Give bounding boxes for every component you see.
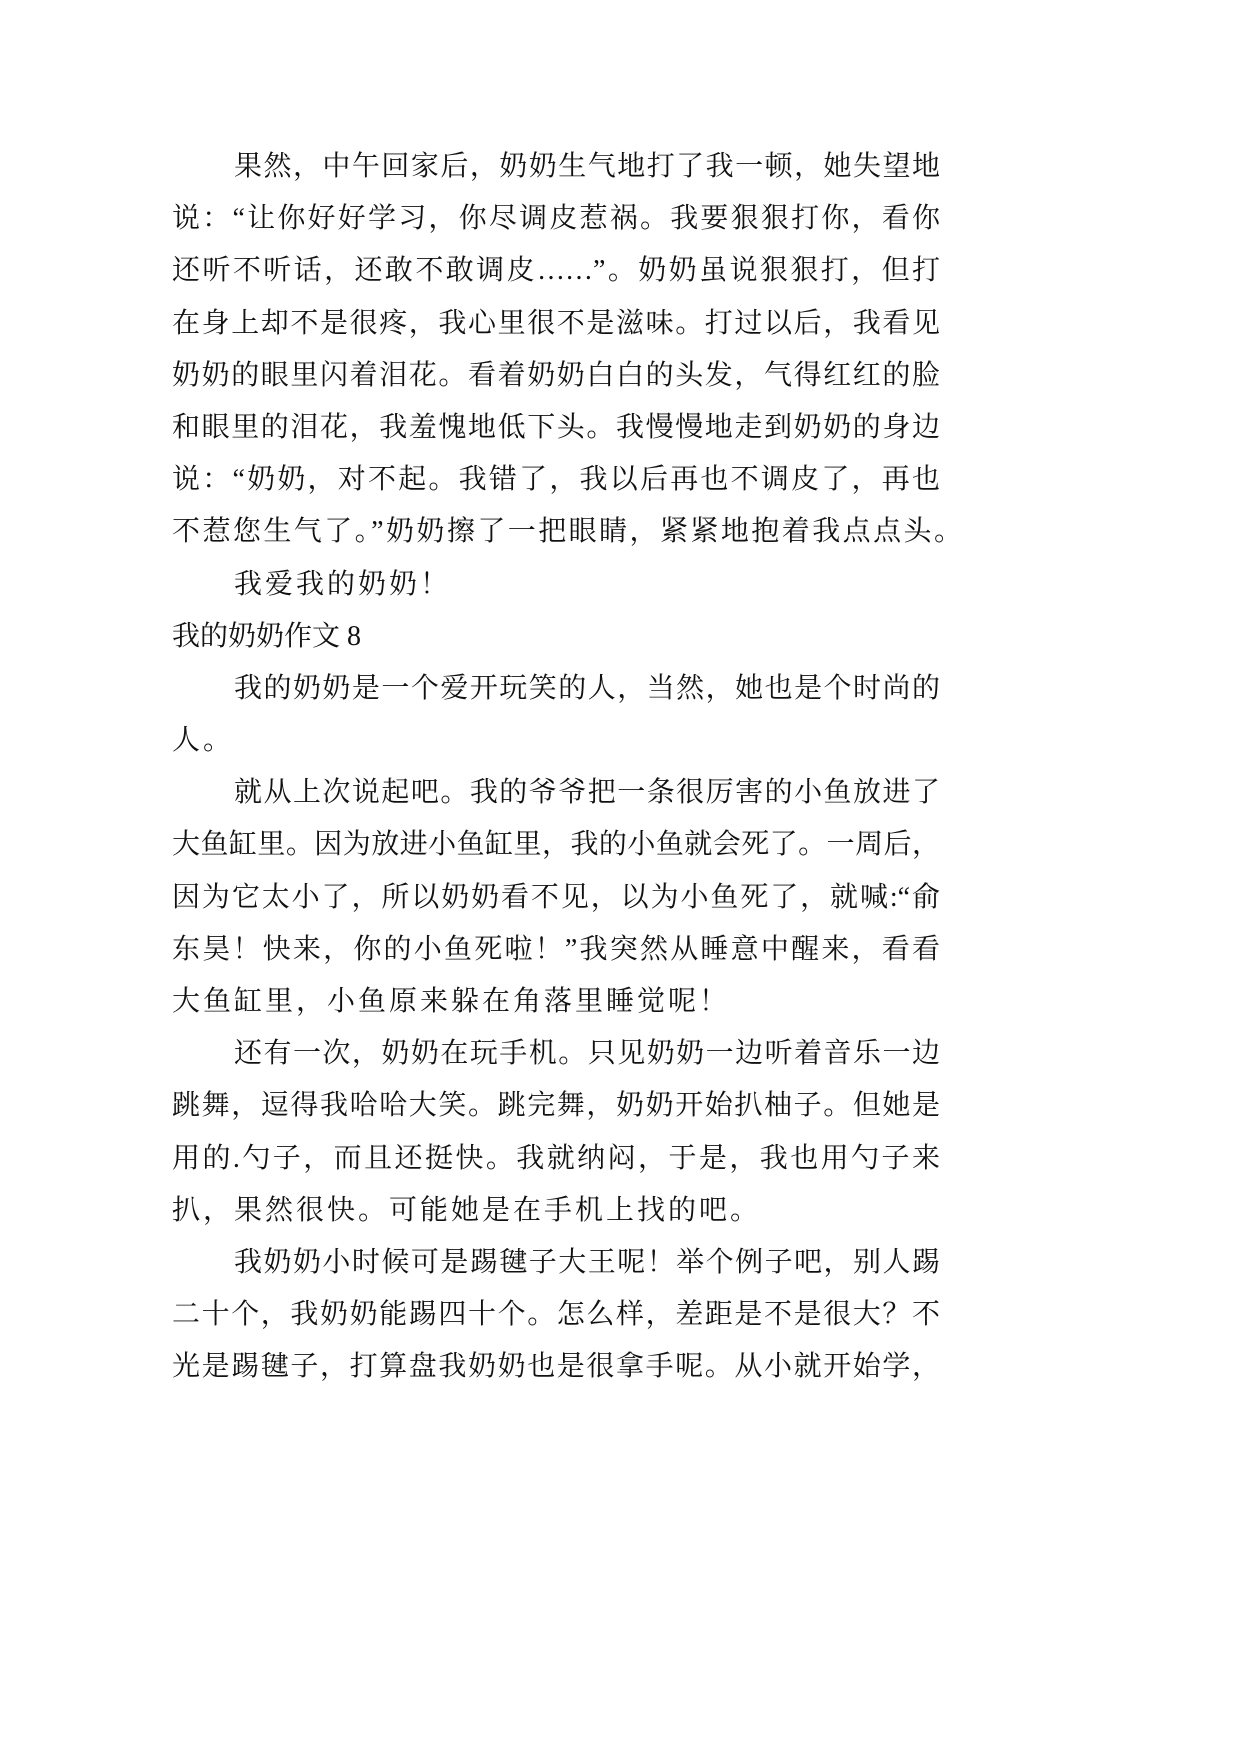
paragraph-line: 人。 bbox=[172, 725, 235, 757]
paragraph-line: 跳舞，逗得我哈哈大笑。跳完舞，奶奶开始扒柚子。但她是 bbox=[172, 1090, 940, 1122]
paragraph bbox=[172, 663, 940, 767]
paragraph-line: 大鱼缸里。因为放进小鱼缸里，我的小鱼就会死了。一周后， bbox=[172, 829, 940, 861]
paragraph-line: 还听不听话，还敢不敢调皮……”。奶奶虽说狠狠打，但打 bbox=[172, 255, 940, 287]
paragraph-line: 和眼里的泪花，我羞愧地低下头。我慢慢地走到奶奶的身边 bbox=[172, 411, 940, 443]
paragraph-line: 果然，中午回家后，奶奶生气地打了我一顿，她失望地 bbox=[234, 151, 940, 182]
paragraph-line: 我奶奶小时候可是踢毽子大王呢！举个例子吧，别人踢 bbox=[234, 1246, 940, 1278]
paragraph bbox=[172, 141, 962, 559]
document-body bbox=[172, 141, 962, 1394]
paragraph bbox=[172, 1237, 940, 1394]
paragraph-line: 扒，果然很快。可能她是在手机上找的吧。 bbox=[172, 1194, 762, 1226]
paragraph-line: 光是踢毽子，打算盘我奶奶也是很拿手呢。从小就开始学， bbox=[172, 1351, 940, 1383]
paragraph-line: 就从上次说起吧。我的爷爷把一条很厉害的小鱼放进了 bbox=[234, 777, 940, 809]
paragraph-line: 说：“奶奶，对不起。我错了，我以后再也不调皮了，再也 bbox=[172, 464, 940, 496]
paragraph-line: 我的奶奶是一个爱开玩笑的人，当然，她也是个时尚的 bbox=[234, 672, 940, 704]
paragraph-line: 东昊！快来，你的小鱼死啦！”我突然从睡意中醒来，看看 bbox=[172, 933, 940, 965]
paragraph-line: 不惹您生气了。”奶奶擦了一把眼睛，紧紧地抱着我点点头。 bbox=[172, 516, 962, 548]
paragraph-line: 用的.勺子，而且还挺快。我就纳闷，于是，我也用勺子来 bbox=[172, 1142, 940, 1174]
paragraph-line: 还有一次，奶奶在玩手机。只见奶奶一边听着音乐一边 bbox=[234, 1038, 940, 1070]
paragraph-line: 奶奶的眼里闪着泪花。看着奶奶白白的头发，气得红红的脸 bbox=[172, 359, 940, 391]
paragraph-line: 二十个，我奶奶能踢四十个。怎么样，差距是不是很大？不 bbox=[172, 1299, 940, 1331]
paragraph bbox=[172, 767, 940, 1028]
paragraph-line: 因为它太小了，所以奶奶看不见，以为小鱼死了，就喊:“俞 bbox=[172, 881, 940, 913]
paragraph-line: 我爱我的奶奶！ bbox=[234, 568, 452, 600]
paragraph bbox=[172, 559, 940, 611]
paragraph bbox=[172, 1028, 940, 1237]
paragraph-line: 大鱼缸里，小鱼原来躲在角落里睡觉呢！ bbox=[172, 986, 731, 1017]
essay-title: 我的奶奶作文 8 bbox=[172, 620, 362, 652]
paragraph-line: 在身上却不是很疼，我心里很不是滋味。打过以后，我看见 bbox=[172, 307, 940, 339]
paragraph-line: 说：“让你好好学习，你尽调皮惹祸。我要狠狠打你，看你 bbox=[172, 203, 940, 235]
